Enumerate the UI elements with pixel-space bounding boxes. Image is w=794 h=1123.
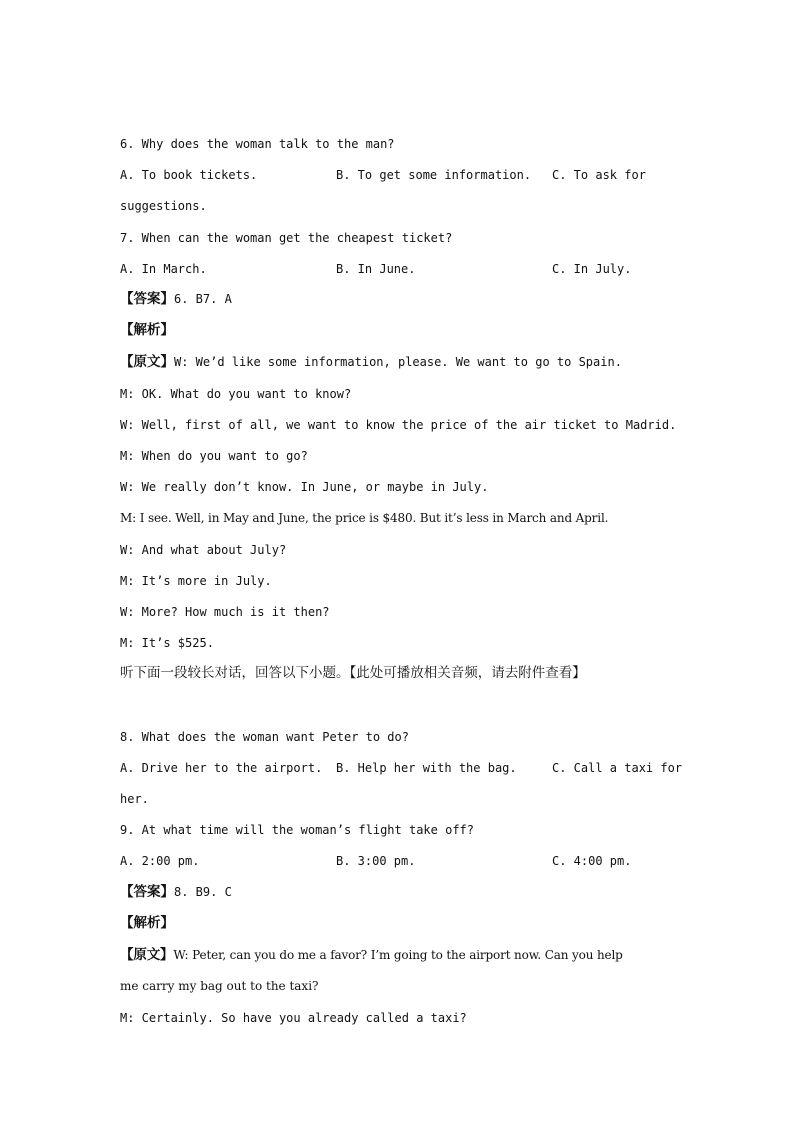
analysis-label-2 [120,915,174,931]
question-6: 6. Why does the woman talk to the man? [120,137,395,151]
transcript-line-9: W: More? How much is it then? [120,605,330,619]
transcript-line-5: W: We really don’t know. In June, or maybe in July. [120,480,489,494]
q7-option-c: C. In July. [552,262,632,276]
answer-line-1 [120,291,232,307]
q8-option-b: B. Help her with the bag. [336,761,517,775]
q8-option-c-wrap: her. [120,792,149,806]
q6-option-a: A. To book tickets. [120,168,258,182]
question-9: 9. At what time will the woman’s flight take off? [120,823,475,837]
answer-label: 【答案】 [120,291,174,307]
transcript-line-6: M: I see. Well, in May and June, the price is $480. But it’s less in March and April. [120,511,609,525]
answer-line-2 [120,884,232,900]
question-8: 8. What does the woman want Peter to do? [120,730,409,744]
transcript-label: 【原文】 [120,354,174,370]
q8-option-c: C. Call a taxi for [552,761,683,775]
transcript-label: 【原文】 [120,947,174,963]
q6-option-c-wrap: suggestions. [120,199,207,213]
q8-option-a: A. Drive her to the airport. [120,761,323,775]
analysis-label-1 [120,322,174,338]
transcript-text: W: We’d like some information, please. We want to go to Spain. [174,355,622,369]
transcript-line-12: me carry my bag out to the taxi? [120,979,319,993]
transcript-line-13: M: Certainly. So have you already called a taxi? [120,1011,467,1025]
analysis-label: 【解析】 [120,915,174,931]
transcript-line-10: M: It’s $525. [120,636,214,650]
answer-value: 6. B7. A [174,292,232,306]
transcript-line-7: W: And what about July? [120,543,287,557]
q9-option-a: A. 2:00 pm. [120,854,200,868]
q6-option-b: B. To get some information. [336,168,532,182]
q9-option-b: B. 3:00 pm. [336,854,416,868]
transcript-line-2: M: OK. What do you want to know? [120,387,352,401]
q7-option-b: B. In June. [336,262,416,276]
question-7: 7. When can the woman get the cheapest ticket? [120,231,453,245]
listening-instruction: 听下面一段较长对话，回答以下小题。【此处可播放相关音频，请去附件查看】 [120,665,586,681]
q9-option-c: C. 4:00 pm. [552,854,632,868]
q7-option-a: A. In March. [120,262,207,276]
answer-label: 【答案】 [120,884,174,900]
analysis-label: 【解析】 [120,322,174,338]
transcript-line-8: M: It’s more in July. [120,574,272,588]
transcript-line-1 [120,354,622,370]
transcript-line-4: M: When do you want to go? [120,449,308,463]
transcript-line-3: W: Well, first of all, we want to know the price of the air ticket to Madrid. [120,418,677,432]
transcript-text: W: Peter, can you do me a favor? I’m going to the airport now. Can you help [173,948,623,962]
answer-value: 8. B9. C [174,885,232,899]
transcript-line-11 [120,947,623,963]
q6-option-c: C. To ask for [552,168,646,182]
